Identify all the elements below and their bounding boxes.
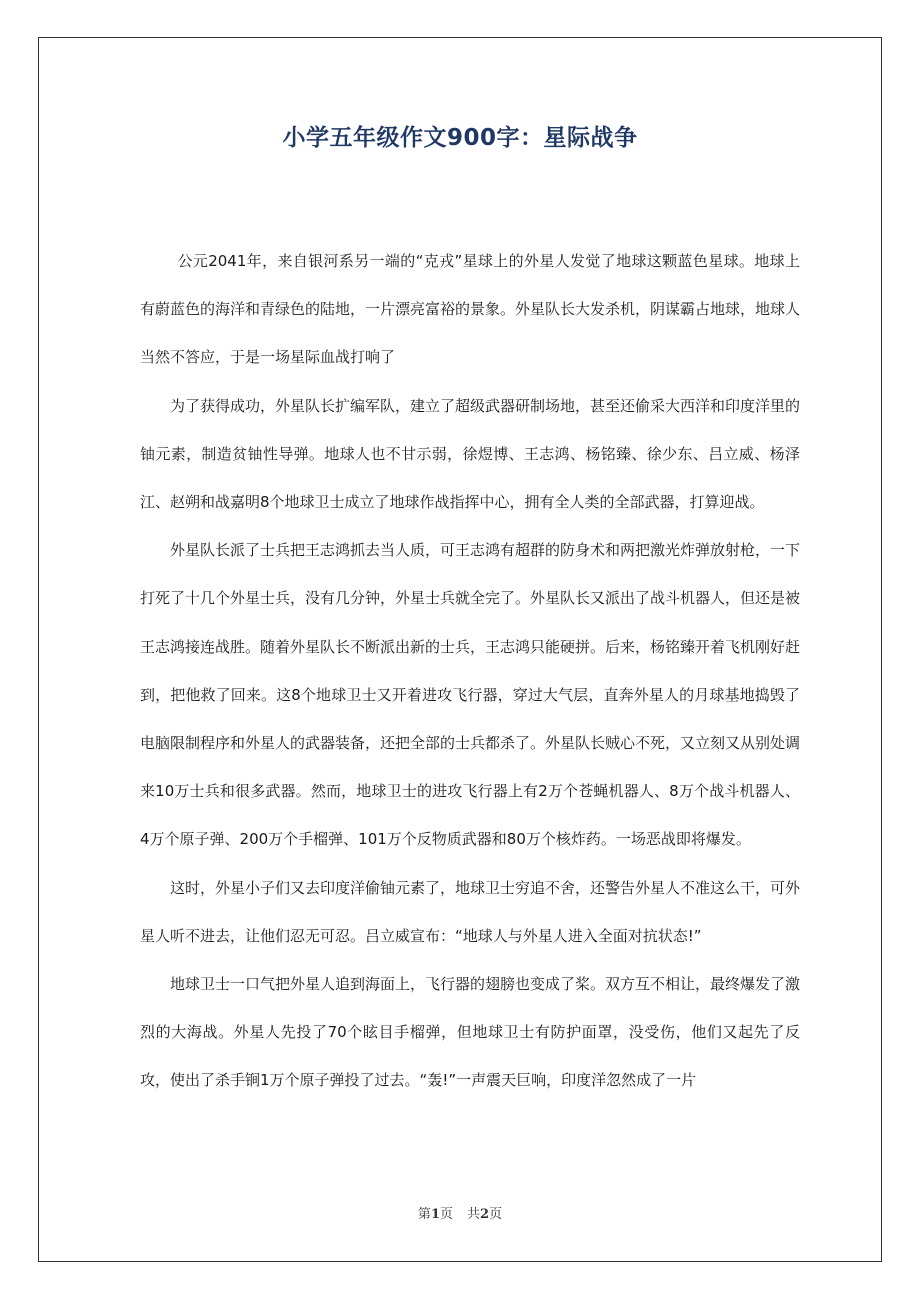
paragraph-2: 为了获得成功，外星队长扩编军队，建立了超级武器研制场地，甚至还偷采大西洋和印度洋里的铀元素，制造贫铀性导弹。地球人也不甘示弱，徐煜博、王志鸿、杨铭臻、徐少东、吕立威、杨泽江、赵朔和战嘉明8个地球卫士成立了地球作战指挥中心，拥有全人类的全部武器，打算迎战。 <box>140 396 801 512</box>
document-body <box>140 237 800 1105</box>
total-pages: 2 <box>480 1207 490 1222</box>
paragraph-4: 这时，外星小子们又去印度洋偷铀元素了，地球卫士穷追不舍，还警告外星人不准这么干，可外星人听不进去，让他们忍无可忍。吕立威宣布：“地球人与外星人进入全面对抗状态!” <box>140 878 801 945</box>
total-prefix: 共 <box>467 1207 481 1222</box>
paragraph-1: 公元2041年，来自银河系另一端的“克戎”星球上的外星人发觉了地球这颗蓝色星球。地球上有蔚蓝色的海洋和青绿色的陆地，一片漂亮富裕的景象。外星队长大发杀机，阴谋霸占地球，地球人当然不答应，于是一场星际血战打响了 <box>140 252 801 367</box>
paragraph-5: 地球卫士一口气把外星人追到海面上，飞行器的翅膀也变成了桨。双方互不相让，最终爆发了激烈的大海战。外星人先投了70个眩目手榴弹，但地球卫士有防护面罩，没受伤，他们又起先了反攻，使出了杀手锏1万个原子弹投了过去。“轰!”一声震天巨响，印度洋忽然成了一片 <box>140 975 801 1090</box>
document-title: 小学五年级作文900字：星际战争 <box>282 125 638 151</box>
total-suffix: 页 <box>489 1207 503 1222</box>
page-number: 1 <box>430 1207 440 1222</box>
page-suffix: 页 <box>439 1207 453 1222</box>
page-prefix: 第 <box>417 1207 431 1222</box>
page-footer <box>0 1205 920 1225</box>
paragraph-3: 外星队长派了士兵把王志鸿抓去当人质，可王志鸿有超群的防身术和两把激光炸弹放射枪，一下打死了十几个外星士兵，没有几分钟，外星士兵就全完了。外星队长又派出了战斗机器人，但还是被王志鸿接连战胜。随着外星队长不断派出新的士兵，王志鸿只能硬拼。后来，杨铭臻开着飞机刚好赶到，把他救了回来。这8个地球卫士又开着进攻飞行器，穿过大气层，直奔外星人的月球基地捣毁了电脑限制程序和外星人的武器装备，还把全部的士兵都杀了。外星队长贼心不死，又立刻又从别处调来10万士兵和很多武器。然而，地球卫士的进攻飞行器上有2万个苍蝇机器人、8万个战斗机器人、4万个原子弹、200万个手榴弹、101万个反物质武器和80万个核炸药。一场恶战即将爆发。 <box>140 541 801 849</box>
